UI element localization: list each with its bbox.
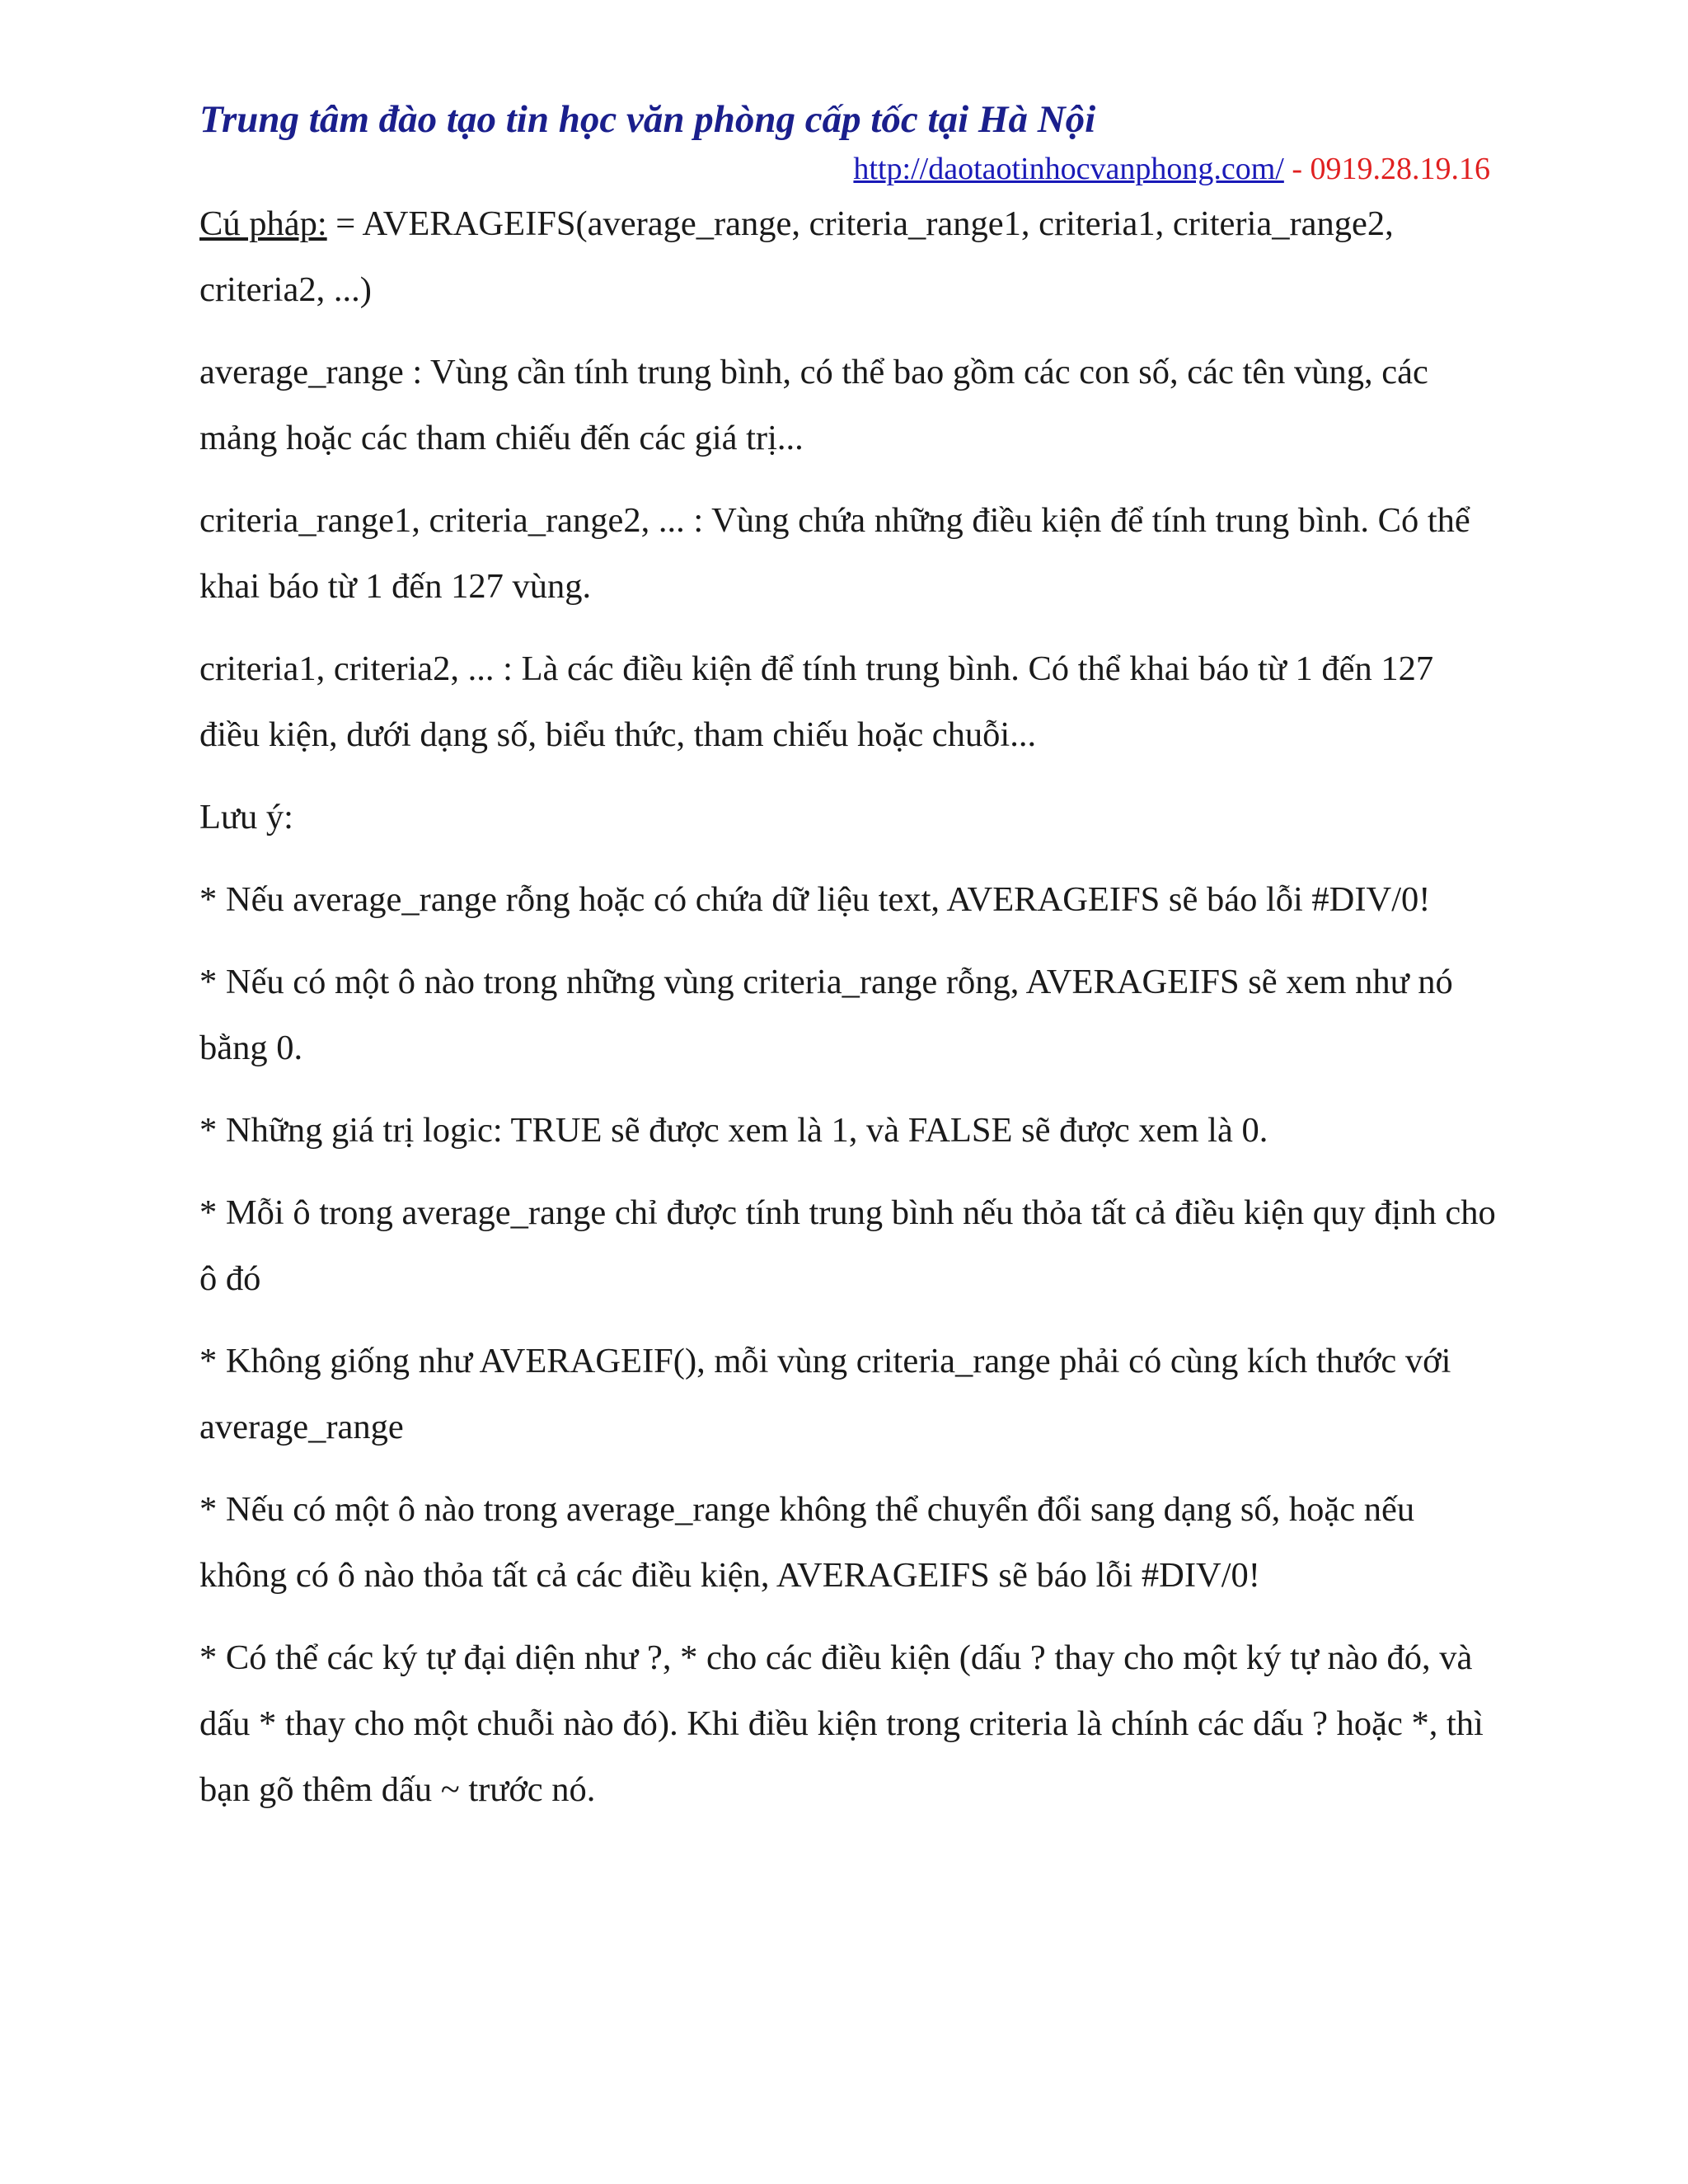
note-item: * Nếu có một ô nào trong average_range không thể chuyển đổi sang dạng số, hoặc nếu không có ô nào thỏa tất cả các điều kiện, AVERAGEIFS sẽ báo lỗi #DIV/0!: [199, 1490, 1415, 1595]
notes-heading: Lưu ý:: [199, 798, 293, 837]
header-contact: [853, 151, 1490, 187]
syntax-label: Cú pháp:: [199, 204, 327, 243]
header-title: Trung tâm đào tạo tin học văn phòng cấp tốc tại Hà Nội: [199, 98, 1096, 141]
phone-number: 0919.28.19.16: [1310, 152, 1490, 186]
param-average-range: average_range : Vùng cần tính trung bình, có thể bao gồm các con số, các tên vùng, các mảng hoặc các tham chiếu đến các giá trị...: [199, 353, 1428, 457]
note-item: * Không giống như AVERAGEIF(), mỗi vùng criteria_range phải có cùng kích thước với average_range: [199, 1342, 1451, 1446]
syntax-text: = AVERAGEIFS(average_range, criteria_range1, criteria1, criteria_range2, criteria2, ...): [199, 204, 1394, 309]
note-item: * Nếu có một ô nào trong những vùng criteria_range rỗng, AVERAGEIFS sẽ xem như nó bằng 0.: [199, 963, 1453, 1067]
header-separator: -: [1283, 152, 1311, 186]
note-item: * Những giá trị logic: TRUE sẽ được xem là 1, và FALSE sẽ được xem là 0.: [199, 1111, 1268, 1150]
document-body: [199, 191, 1502, 1840]
param-criteria: criteria1, criteria2, ... : Là các điều kiện để tính trung bình. Có thể khai báo từ 1 đến 127 điều kiện, dưới dạng số, biểu thức, tham chiếu hoặc chuỗi...: [199, 649, 1434, 754]
note-item: * Mỗi ô trong average_range chỉ được tính trung bình nếu thỏa tất cả điều kiện quy định cho ô đó: [199, 1193, 1496, 1298]
note-item: * Nếu average_range rỗng hoặc có chứa dữ liệu text, AVERAGEIFS sẽ báo lỗi #DIV/0!: [199, 880, 1431, 919]
website-link[interactable]: http://daotaotinhocvanphong.com/: [853, 152, 1284, 186]
syntax-paragraph: [199, 191, 1502, 323]
param-criteria-range: criteria_range1, criteria_range2, ... : Vùng chứa những điều kiện để tính trung bình. Có thể khai báo từ 1 đến 127 vùng.: [199, 501, 1470, 606]
note-item: * Có thể các ký tự đại diện như ?, * cho các điều kiện (dấu ? thay cho một ký tự nào đó, và dấu * thay cho một chuỗi nào đó). Khi điều kiện trong criteria là chính các dấu ? hoặc *, thì bạn gõ thêm dấu ~ trước nó.: [199, 1638, 1484, 1809]
